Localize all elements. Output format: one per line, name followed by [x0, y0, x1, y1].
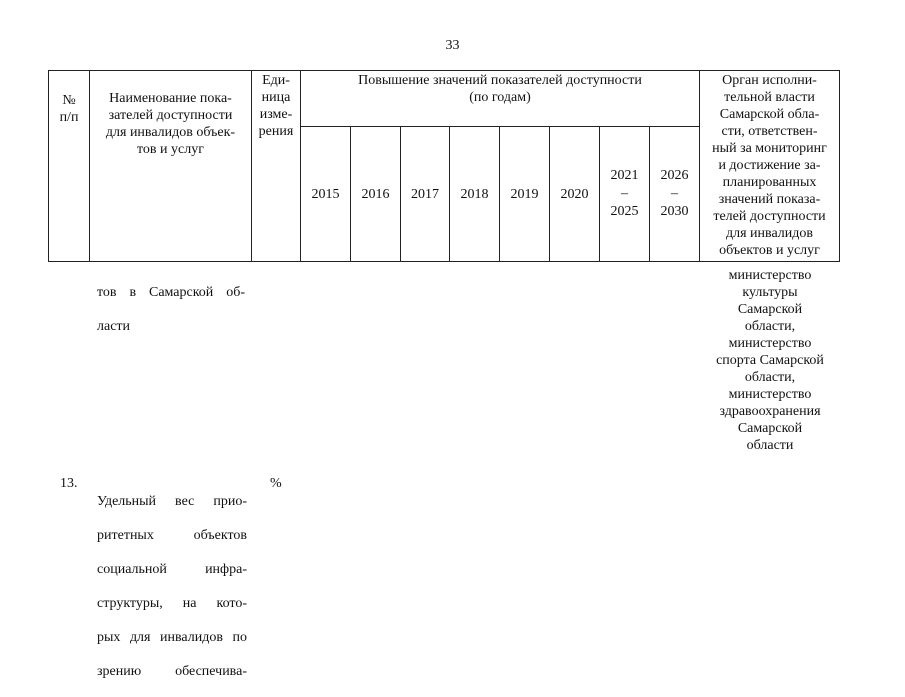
header-unit: Еди- ница изме- рения	[258, 73, 294, 139]
name-line: ритетных объектов	[97, 528, 247, 543]
name-line: тов в Самарской об-	[97, 285, 245, 300]
header-num: № п/п	[59, 93, 79, 125]
header-table	[48, 70, 840, 262]
name-line: социальной инфра-	[97, 562, 247, 577]
row13-unit: %	[270, 476, 282, 491]
year-2016: 2016	[361, 187, 390, 202]
year-2021-2025: 2021 – 2025	[610, 168, 639, 219]
name-line: структуры, на кото-	[97, 596, 247, 611]
row13-number: 13.	[60, 476, 78, 491]
year-2026-2030: 2026 – 2030	[660, 168, 689, 219]
year-2020: 2020	[560, 187, 589, 202]
header-organ: Орган исполни- тельной власти Самарской обла- сти, ответствен- ный за мониторинг и достижение за- планированных значений показа- телей доступности для инвалидов объектов и услуг	[712, 73, 827, 258]
page-number: 33	[445, 38, 460, 53]
year-2018: 2018	[460, 187, 489, 202]
name-line: зрению обеспечива-	[97, 664, 247, 679]
continued-row-name	[97, 267, 245, 352]
header-increase: Повышение значений показателей доступности (по годам)	[358, 73, 642, 105]
name-line: ласти	[97, 319, 131, 334]
table-bottom-border	[48, 261, 840, 262]
row13-name	[97, 476, 247, 697]
name-line: Удельный вес прио-	[97, 494, 247, 509]
year-2019: 2019	[510, 187, 539, 202]
table-top-border	[48, 70, 840, 71]
year-2017: 2017	[411, 187, 439, 202]
header-name: Наименование пока- зателей доступности для инвалидов объек- тов и услуг	[105, 91, 236, 157]
name-line: рых для инвалидов по	[97, 630, 247, 645]
continued-row-organ: министерство культуры Самарской области, министерство спорта Самарской области, министерство здравоохранения Самарской области	[716, 268, 824, 453]
year-2015: 2015	[311, 187, 340, 202]
table-right-border	[839, 70, 840, 262]
